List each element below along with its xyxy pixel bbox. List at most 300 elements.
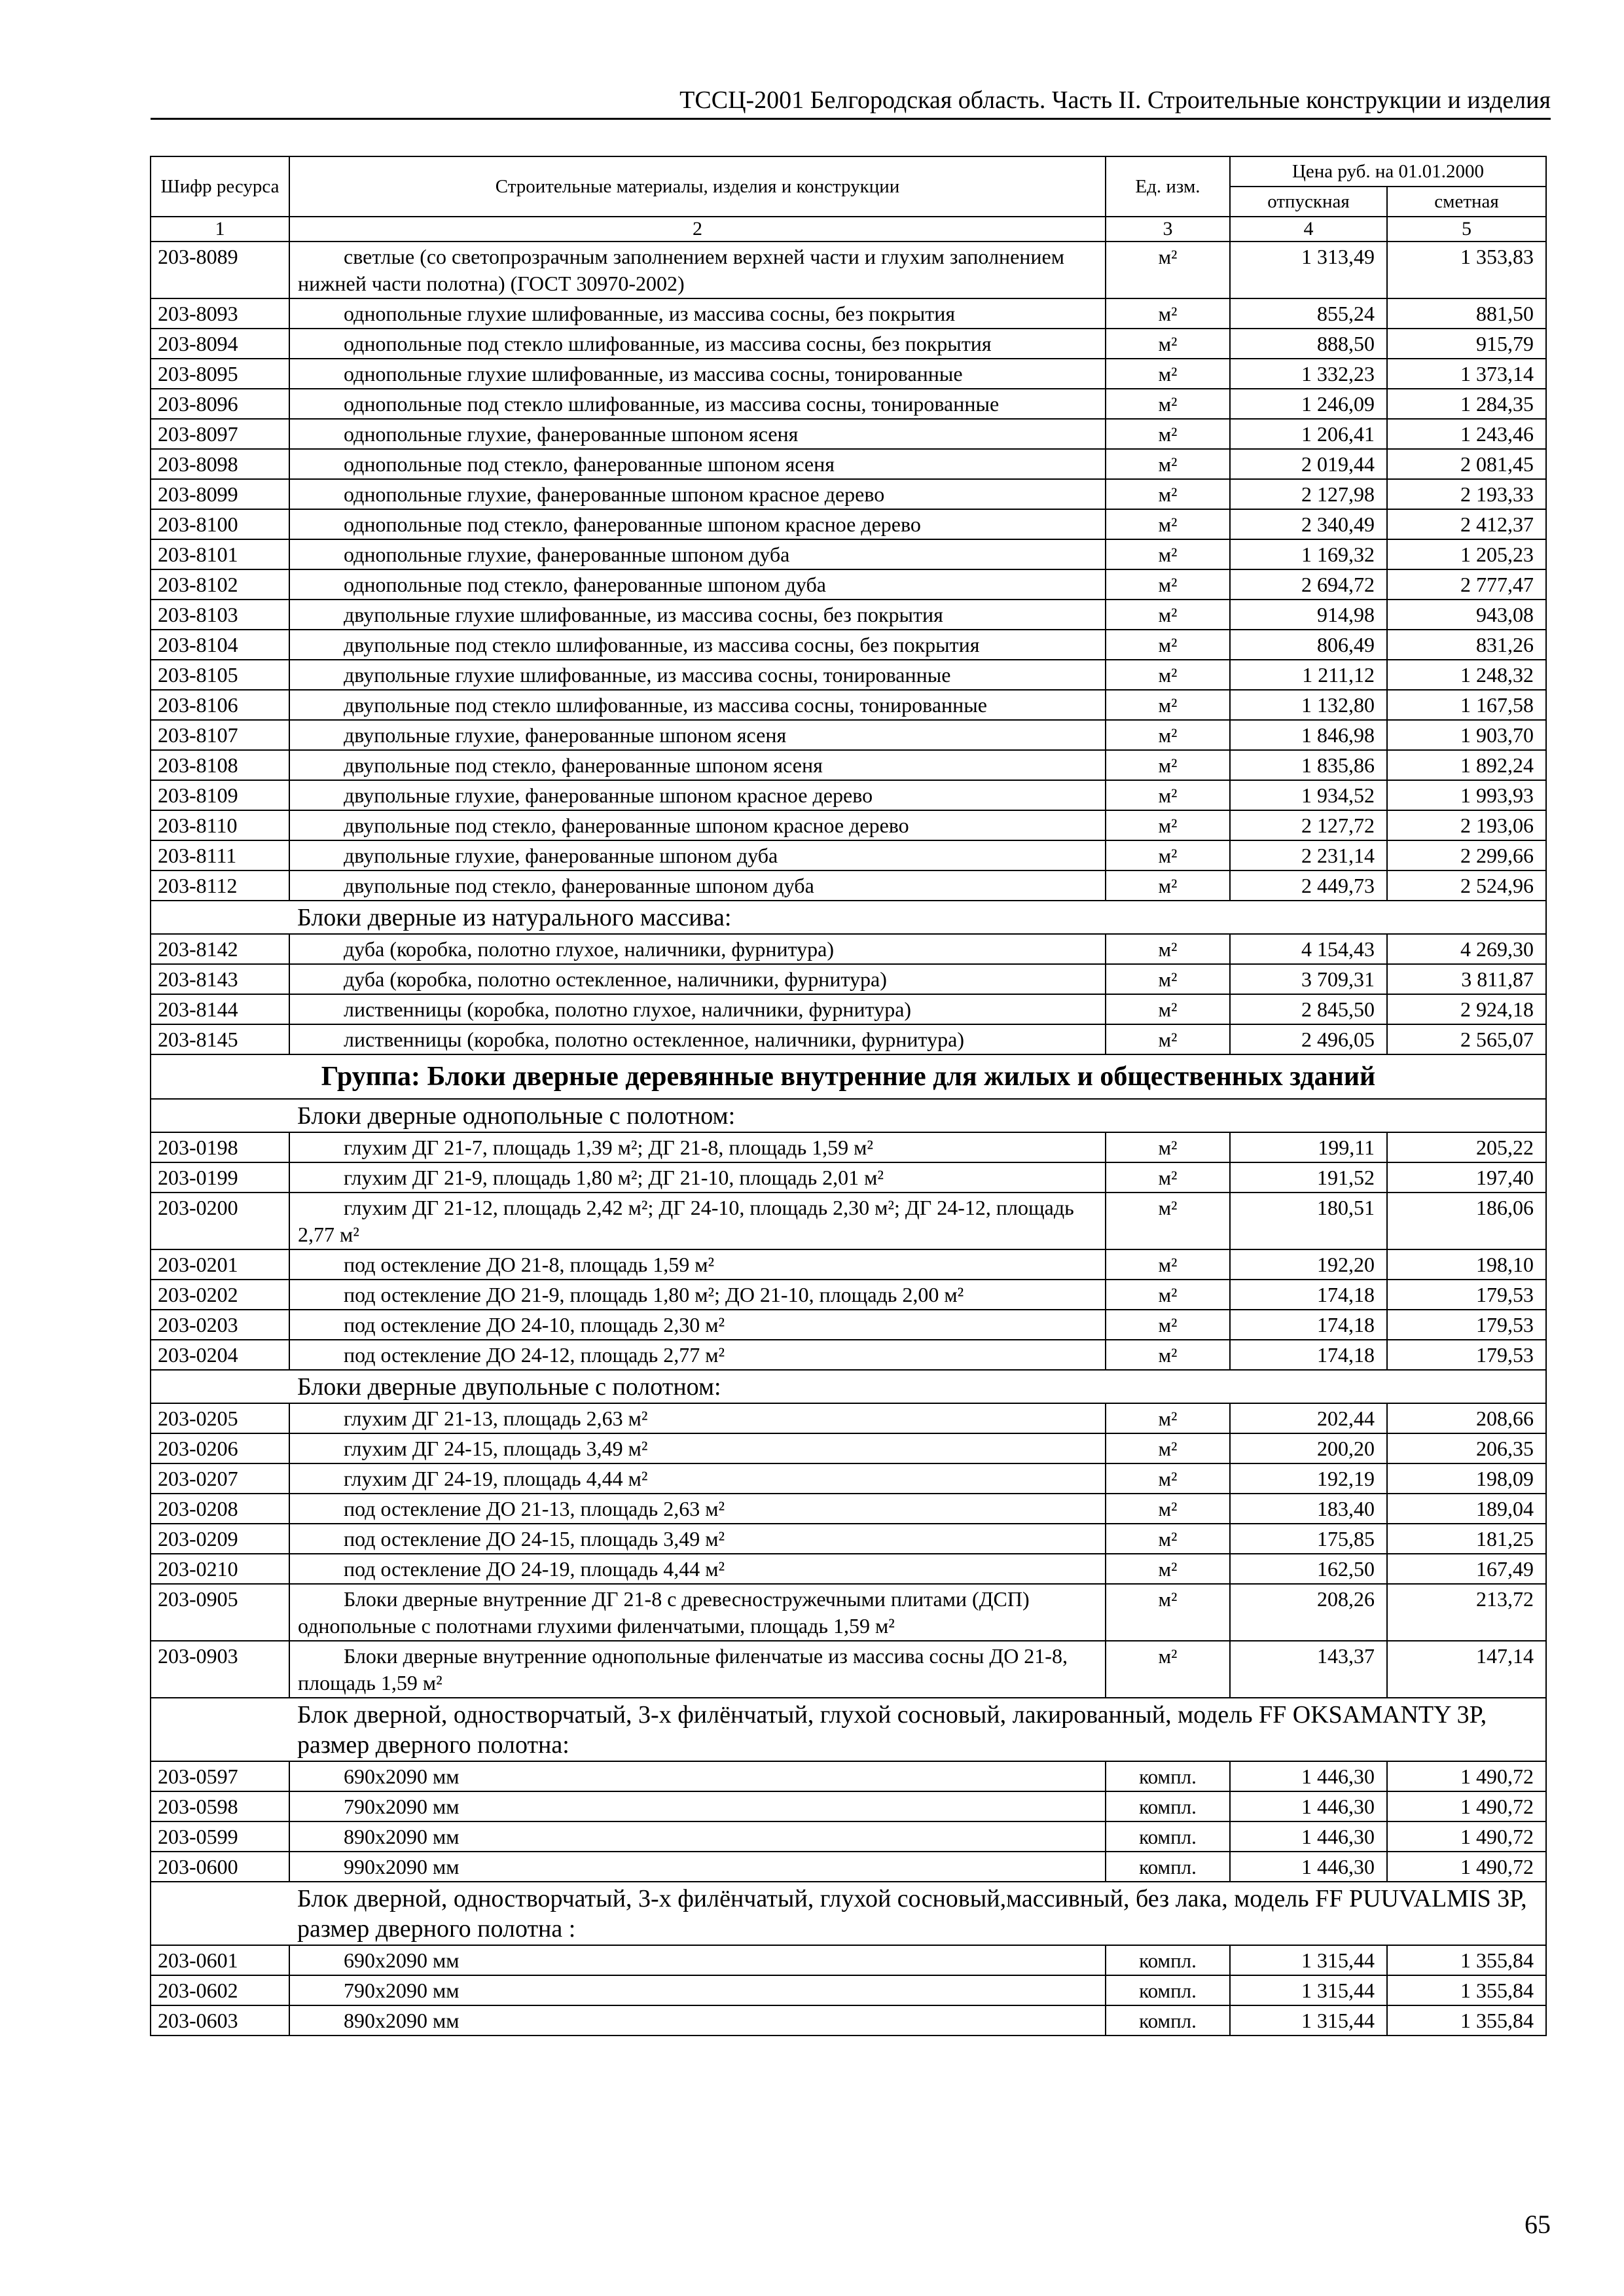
unit: компл. [1106, 1821, 1230, 1852]
empty-code-cell [151, 1370, 289, 1403]
material-name: двупольные глухие шлифованные, из массива сосны, тонированные [289, 660, 1106, 690]
release-price: 192,19 [1230, 1463, 1387, 1494]
table-row [151, 1340, 1546, 1370]
table-row [151, 840, 1546, 870]
estimate-price: 167,49 [1387, 1554, 1546, 1584]
estimate-price: 1 490,72 [1387, 1761, 1546, 1791]
table-row [151, 569, 1546, 600]
release-price: 162,50 [1230, 1554, 1387, 1584]
unit: м² [1106, 934, 1230, 964]
resource-code: 203-0903 [151, 1641, 289, 1698]
table-row [151, 870, 1546, 901]
release-price: 1 446,30 [1230, 1761, 1387, 1791]
table-row [151, 1791, 1546, 1821]
material-name: 890х2090 мм [289, 1821, 1106, 1852]
table-row [151, 810, 1546, 840]
material-name: 690х2090 мм [289, 1945, 1106, 1975]
release-price: 175,85 [1230, 1524, 1387, 1554]
resource-code: 203-8102 [151, 569, 289, 600]
estimate-price: 2 924,18 [1387, 994, 1546, 1024]
unit: компл. [1106, 2005, 1230, 2036]
header-rule [151, 118, 1551, 120]
resource-code: 203-8108 [151, 750, 289, 780]
unit: м² [1106, 1024, 1230, 1054]
material-name: двупольные под стекло шлифованные, из массива сосны, без покрытия [289, 630, 1106, 660]
table-row [151, 690, 1546, 720]
material-name: под остекление ДО 21-13, площадь 2,63 м² [289, 1494, 1106, 1524]
estimate-price: 2 565,07 [1387, 1024, 1546, 1054]
release-price: 2 496,05 [1230, 1024, 1387, 1054]
unit: м² [1106, 1132, 1230, 1162]
unit: м² [1106, 720, 1230, 750]
table-row [151, 1162, 1546, 1193]
material-name: глухим ДГ 21-12, площадь 2,42 м²; ДГ 24-10, площадь 2,30 м²; ДГ 24-12, площадь 2,77 м² [289, 1193, 1106, 1249]
table-row [151, 994, 1546, 1024]
table-body [151, 242, 1546, 2036]
material-name: двупольные глухие шлифованные, из массива сосны, без покрытия [289, 600, 1106, 630]
table-row [151, 1524, 1546, 1554]
resource-code: 203-0203 [151, 1310, 289, 1340]
estimate-price: 198,10 [1387, 1249, 1546, 1280]
group-title: Группа: Блоки дверные деревянные внутренние для жилых и общественных зданий [151, 1054, 1546, 1099]
subheader-row [151, 901, 1546, 934]
empty-code-cell [151, 1698, 289, 1761]
material-name: однопольные под стекло, фанерованные шпоном ясеня [289, 449, 1106, 479]
unit: м² [1106, 449, 1230, 479]
resource-code: 203-0209 [151, 1524, 289, 1554]
material-name: 690х2090 мм [289, 1761, 1106, 1791]
table-row [151, 329, 1546, 359]
resource-code: 203-8103 [151, 600, 289, 630]
resource-code: 203-8112 [151, 870, 289, 901]
material-name: лиственницы (коробка, полотно глухое, наличники, фурнитура) [289, 994, 1106, 1024]
release-price: 1 835,86 [1230, 750, 1387, 780]
table-row [151, 509, 1546, 539]
unit: м² [1106, 660, 1230, 690]
material-name: 890х2090 мм [289, 2005, 1106, 2036]
unit: м² [1106, 750, 1230, 780]
unit: м² [1106, 419, 1230, 449]
resource-code: 203-8110 [151, 810, 289, 840]
estimate-price: 1 355,84 [1387, 2005, 1546, 2036]
table-row [151, 1024, 1546, 1054]
table-row [151, 1494, 1546, 1524]
estimate-price: 186,06 [1387, 1193, 1546, 1249]
resource-code: 203-8111 [151, 840, 289, 870]
release-price: 192,20 [1230, 1249, 1387, 1280]
estimate-price: 198,09 [1387, 1463, 1546, 1494]
col-header-unit: Ед. изм. [1106, 156, 1230, 217]
material-name: однопольные под стекло шлифованные, из массива сосны, тонированные [289, 389, 1106, 419]
release-price: 1 446,30 [1230, 1791, 1387, 1821]
resource-code: 203-8104 [151, 630, 289, 660]
material-name: светлые (со светопрозрачным заполнением верхней части и глухим заполнением нижней части полотна) (ГОСТ 30970-2002) [289, 242, 1106, 298]
resource-code: 203-8089 [151, 242, 289, 298]
col-number: 1 [151, 217, 289, 242]
release-price: 1 934,52 [1230, 780, 1387, 810]
table-row [151, 1463, 1546, 1494]
estimate-price: 2 193,06 [1387, 810, 1546, 840]
material-name: двупольные под стекло, фанерованные шпоном ясеня [289, 750, 1106, 780]
resource-code: 203-8095 [151, 359, 289, 389]
release-price: 1 169,32 [1230, 539, 1387, 569]
table-row [151, 964, 1546, 994]
table-row [151, 1132, 1546, 1162]
release-price: 180,51 [1230, 1193, 1387, 1249]
estimate-price: 147,14 [1387, 1641, 1546, 1698]
material-name: однопольные глухие, фанерованные шпоном ясеня [289, 419, 1106, 449]
resource-code: 203-8097 [151, 419, 289, 449]
table-row [151, 479, 1546, 509]
unit: м² [1106, 630, 1230, 660]
unit: м² [1106, 242, 1230, 298]
unit: м² [1106, 509, 1230, 539]
unit: м² [1106, 1280, 1230, 1310]
resource-code: 203-0200 [151, 1193, 289, 1249]
unit: м² [1106, 690, 1230, 720]
estimate-price: 1 490,72 [1387, 1791, 1546, 1821]
release-price: 855,24 [1230, 298, 1387, 329]
estimate-price: 1 892,24 [1387, 750, 1546, 780]
release-price: 1 246,09 [1230, 389, 1387, 419]
resource-code: 203-8100 [151, 509, 289, 539]
col-header-code: Шифр ресурса [151, 156, 289, 217]
material-name: 990х2090 мм [289, 1852, 1106, 1882]
release-price: 1 206,41 [1230, 419, 1387, 449]
material-name: глухим ДГ 21-13, площадь 2,63 м² [289, 1403, 1106, 1433]
unit: м² [1106, 1524, 1230, 1554]
resource-code: 203-0199 [151, 1162, 289, 1193]
material-name: двупольные глухие, фанерованные шпоном дуба [289, 840, 1106, 870]
release-price: 199,11 [1230, 1132, 1387, 1162]
resource-code: 203-0204 [151, 1340, 289, 1370]
empty-code-cell [151, 901, 289, 934]
release-price: 1 315,44 [1230, 1975, 1387, 2005]
resource-code: 203-8105 [151, 660, 289, 690]
unit: м² [1106, 1584, 1230, 1641]
unit: м² [1106, 1554, 1230, 1584]
release-price: 2 127,98 [1230, 479, 1387, 509]
release-price: 200,20 [1230, 1433, 1387, 1463]
estimate-price: 2 081,45 [1387, 449, 1546, 479]
release-price: 191,52 [1230, 1162, 1387, 1193]
unit: компл. [1106, 1791, 1230, 1821]
estimate-price: 179,53 [1387, 1280, 1546, 1310]
resource-code: 203-0198 [151, 1132, 289, 1162]
estimate-price: 1 993,93 [1387, 780, 1546, 810]
unit: м² [1106, 359, 1230, 389]
estimate-price: 2 412,37 [1387, 509, 1546, 539]
resource-code: 203-0905 [151, 1584, 289, 1641]
table-row [151, 1554, 1546, 1584]
estimate-price: 2 524,96 [1387, 870, 1546, 901]
subheader-row [151, 1099, 1546, 1132]
release-price: 2 340,49 [1230, 509, 1387, 539]
estimate-price: 2 193,33 [1387, 479, 1546, 509]
release-price: 143,37 [1230, 1641, 1387, 1698]
material-name: под остекление ДО 21-8, площадь 1,59 м² [289, 1249, 1106, 1280]
resource-code: 203-8107 [151, 720, 289, 750]
resource-code: 203-8106 [151, 690, 289, 720]
material-name: двупольные под стекло, фанерованные шпоном красное дерево [289, 810, 1106, 840]
unit: компл. [1106, 1761, 1230, 1791]
estimate-price: 208,66 [1387, 1403, 1546, 1433]
estimate-price: 3 811,87 [1387, 964, 1546, 994]
subheader-title: Блоки дверные двупольные с полотном: [289, 1370, 1546, 1403]
resource-code: 203-0603 [151, 2005, 289, 2036]
group-row [151, 1054, 1546, 1099]
estimate-price: 1 284,35 [1387, 389, 1546, 419]
unit: компл. [1106, 1945, 1230, 1975]
estimate-price: 197,40 [1387, 1162, 1546, 1193]
table-row [151, 720, 1546, 750]
material-name: лиственницы (коробка, полотно остекленное, наличники, фурнитура) [289, 1024, 1106, 1054]
material-name: 790х2090 мм [289, 1791, 1106, 1821]
table-row [151, 1280, 1546, 1310]
estimate-price: 943,08 [1387, 600, 1546, 630]
material-name: дуба (коробка, полотно остекленное, наличники, фурнитура) [289, 964, 1106, 994]
estimate-price: 181,25 [1387, 1524, 1546, 1554]
release-price: 1 313,49 [1230, 242, 1387, 298]
estimate-price: 2 777,47 [1387, 569, 1546, 600]
release-price: 183,40 [1230, 1494, 1387, 1524]
unit: м² [1106, 1641, 1230, 1698]
resource-code: 203-0201 [151, 1249, 289, 1280]
release-price: 1 846,98 [1230, 720, 1387, 750]
subheader-title: Блок дверной, одностворчатый, 3-х филёнчатый, глухой сосновый, лакированный, модель FF OKSAMANTY 3P, размер дверного полотна: [289, 1698, 1546, 1761]
page-header-title: ТССЦ-2001 Белгородская область. Часть II. Строительные конструкции и изделия [679, 86, 1551, 114]
table-header [151, 156, 1546, 242]
release-price: 174,18 [1230, 1340, 1387, 1370]
material-name: однопольные под стекло шлифованные, из массива сосны, без покрытия [289, 329, 1106, 359]
resource-code: 203-8093 [151, 298, 289, 329]
estimate-price: 206,35 [1387, 1433, 1546, 1463]
material-name: глухим ДГ 24-15, площадь 3,49 м² [289, 1433, 1106, 1463]
material-name: двупольные глухие, фанерованные шпоном ясеня [289, 720, 1106, 750]
unit: м² [1106, 389, 1230, 419]
material-name: двупольные под стекло, фанерованные шпоном дуба [289, 870, 1106, 901]
estimate-price: 1 490,72 [1387, 1821, 1546, 1852]
material-name: под остекление ДО 24-15, площадь 3,49 м² [289, 1524, 1106, 1554]
resource-code: 203-8145 [151, 1024, 289, 1054]
resource-code: 203-0598 [151, 1791, 289, 1821]
unit: м² [1106, 479, 1230, 509]
unit: компл. [1106, 1975, 1230, 2005]
estimate-price: 1 355,84 [1387, 1975, 1546, 2005]
estimate-price: 915,79 [1387, 329, 1546, 359]
unit: м² [1106, 994, 1230, 1024]
release-price: 914,98 [1230, 600, 1387, 630]
col-header-price: Цена руб. на 01.01.2000 [1230, 156, 1546, 187]
subheader-row [151, 1882, 1546, 1945]
unit: компл. [1106, 1852, 1230, 1882]
estimate-price: 2 299,66 [1387, 840, 1546, 870]
release-price: 2 019,44 [1230, 449, 1387, 479]
subheader-row [151, 1370, 1546, 1403]
release-price: 1 315,44 [1230, 2005, 1387, 2036]
material-name: однопольные глухие, фанерованные шпоном дуба [289, 539, 1106, 569]
release-price: 208,26 [1230, 1584, 1387, 1641]
release-price: 174,18 [1230, 1310, 1387, 1340]
estimate-price: 1 903,70 [1387, 720, 1546, 750]
col-header-release: отпускная [1230, 187, 1387, 217]
unit: м² [1106, 1249, 1230, 1280]
release-price: 1 315,44 [1230, 1945, 1387, 1975]
estimate-price: 1 167,58 [1387, 690, 1546, 720]
release-price: 1 211,12 [1230, 660, 1387, 690]
table-row [151, 242, 1546, 298]
release-price: 174,18 [1230, 1280, 1387, 1310]
resource-code: 203-0206 [151, 1433, 289, 1463]
unit: м² [1106, 810, 1230, 840]
estimate-price: 1 353,83 [1387, 242, 1546, 298]
estimate-price: 1 205,23 [1387, 539, 1546, 569]
col-number: 5 [1387, 217, 1546, 242]
estimate-price: 881,50 [1387, 298, 1546, 329]
estimate-price: 1 490,72 [1387, 1852, 1546, 1882]
estimate-price: 179,53 [1387, 1310, 1546, 1340]
release-price: 202,44 [1230, 1403, 1387, 1433]
release-price: 2 127,72 [1230, 810, 1387, 840]
column-number-row [151, 217, 1546, 242]
material-name: под остекление ДО 24-19, площадь 4,44 м² [289, 1554, 1106, 1584]
subheader-title: Блоки дверные однопольные с полотном: [289, 1099, 1546, 1132]
page-number: 65 [1525, 2210, 1551, 2239]
unit: м² [1106, 1340, 1230, 1370]
material-name: однопольные под стекло, фанерованные шпоном дуба [289, 569, 1106, 600]
table-row [151, 1945, 1546, 1975]
release-price: 4 154,43 [1230, 934, 1387, 964]
table-row [151, 1641, 1546, 1698]
table-row [151, 2005, 1546, 2036]
material-name: однопольные глухие, фанерованные шпоном красное дерево [289, 479, 1106, 509]
resource-code: 203-0600 [151, 1852, 289, 1882]
unit: м² [1106, 1162, 1230, 1193]
release-price: 2 449,73 [1230, 870, 1387, 901]
subheader-title: Блоки дверные из натурального массива: [289, 901, 1546, 934]
table-row [151, 630, 1546, 660]
estimate-price: 1 248,32 [1387, 660, 1546, 690]
unit: м² [1106, 840, 1230, 870]
unit: м² [1106, 1433, 1230, 1463]
unit: м² [1106, 964, 1230, 994]
resource-code: 203-0210 [151, 1554, 289, 1584]
resource-code: 203-0208 [151, 1494, 289, 1524]
unit: м² [1106, 539, 1230, 569]
price-table [150, 156, 1547, 2036]
estimate-price: 831,26 [1387, 630, 1546, 660]
release-price: 2 694,72 [1230, 569, 1387, 600]
release-price: 2 231,14 [1230, 840, 1387, 870]
resource-code: 203-8109 [151, 780, 289, 810]
material-name: Блоки дверные внутренние однопольные филенчатые из массива сосны ДО 21-8, площадь 1,59 м² [289, 1641, 1106, 1698]
table-row [151, 600, 1546, 630]
estimate-price: 179,53 [1387, 1340, 1546, 1370]
estimate-price: 1 243,46 [1387, 419, 1546, 449]
resource-code: 203-8143 [151, 964, 289, 994]
release-price: 2 845,50 [1230, 994, 1387, 1024]
material-name: двупольные под стекло шлифованные, из массива сосны, тонированные [289, 690, 1106, 720]
estimate-price: 1 355,84 [1387, 1945, 1546, 1975]
unit: м² [1106, 780, 1230, 810]
unit: м² [1106, 1403, 1230, 1433]
material-name: под остекление ДО 21-9, площадь 1,80 м²; ДО 21-10, площадь 2,00 м² [289, 1280, 1106, 1310]
unit: м² [1106, 870, 1230, 901]
subheader-title: Блок дверной, одностворчатый, 3-х филёнчатый, глухой сосновый,массивный, без лака, модель FF PUUVALMIS 3P, размер дверного полотна : [289, 1882, 1546, 1945]
estimate-price: 4 269,30 [1387, 934, 1546, 964]
table-row [151, 1821, 1546, 1852]
table-row [151, 539, 1546, 569]
subheader-row [151, 1698, 1546, 1761]
material-name: глухим ДГ 24-19, площадь 4,44 м² [289, 1463, 1106, 1494]
table-row [151, 419, 1546, 449]
material-name: глухим ДГ 21-9, площадь 1,80 м²; ДГ 21-10, площадь 2,01 м² [289, 1162, 1106, 1193]
unit: м² [1106, 569, 1230, 600]
material-name: Блоки дверные внутренние ДГ 21-8 с древесностружечными плитами (ДСП) однопольные с полотнами глухими филенчатыми, площадь 1,59 м² [289, 1584, 1106, 1641]
unit: м² [1106, 1463, 1230, 1494]
resource-code: 203-8101 [151, 539, 289, 569]
unit: м² [1106, 298, 1230, 329]
empty-code-cell [151, 1882, 289, 1945]
material-name: однопольные под стекло, фанерованные шпоном красное дерево [289, 509, 1106, 539]
table-row [151, 934, 1546, 964]
resource-code: 203-0602 [151, 1975, 289, 2005]
resource-code: 203-8098 [151, 449, 289, 479]
release-price: 1 332,23 [1230, 359, 1387, 389]
table-row [151, 1433, 1546, 1463]
material-name: дуба (коробка, полотно глухое, наличники, фурнитура) [289, 934, 1106, 964]
resource-code: 203-0207 [151, 1463, 289, 1494]
material-name: однопольные глухие шлифованные, из массива сосны, тонированные [289, 359, 1106, 389]
table-row [151, 750, 1546, 780]
table-row [151, 1403, 1546, 1433]
col-header-estimate: сметная [1387, 187, 1546, 217]
release-price: 1 132,80 [1230, 690, 1387, 720]
unit: м² [1106, 600, 1230, 630]
table-row [151, 449, 1546, 479]
resource-code: 203-8099 [151, 479, 289, 509]
release-price: 1 446,30 [1230, 1852, 1387, 1882]
material-name: под остекление ДО 24-12, площадь 2,77 м² [289, 1340, 1106, 1370]
unit: м² [1106, 1193, 1230, 1249]
material-name: глухим ДГ 21-7, площадь 1,39 м²; ДГ 21-8, площадь 1,59 м² [289, 1132, 1106, 1162]
table-row [151, 780, 1546, 810]
release-price: 1 446,30 [1230, 1821, 1387, 1852]
col-number: 4 [1230, 217, 1387, 242]
table-row [151, 1584, 1546, 1641]
unit: м² [1106, 1494, 1230, 1524]
release-price: 806,49 [1230, 630, 1387, 660]
table-row [151, 1761, 1546, 1791]
resource-code: 203-0597 [151, 1761, 289, 1791]
resource-code: 203-8094 [151, 329, 289, 359]
material-name: однопольные глухие шлифованные, из массива сосны, без покрытия [289, 298, 1106, 329]
empty-code-cell [151, 1099, 289, 1132]
col-header-name: Строительные материалы, изделия и конструкции [289, 156, 1106, 217]
release-price: 888,50 [1230, 329, 1387, 359]
unit: м² [1106, 1310, 1230, 1340]
table-row [151, 389, 1546, 419]
estimate-price: 205,22 [1387, 1132, 1546, 1162]
resource-code: 203-8096 [151, 389, 289, 419]
estimate-price: 189,04 [1387, 1494, 1546, 1524]
table-row [151, 660, 1546, 690]
resource-code: 203-0599 [151, 1821, 289, 1852]
resource-code: 203-0202 [151, 1280, 289, 1310]
material-name: двупольные глухие, фанерованные шпоном красное дерево [289, 780, 1106, 810]
col-number: 2 [289, 217, 1106, 242]
resource-code: 203-8144 [151, 994, 289, 1024]
